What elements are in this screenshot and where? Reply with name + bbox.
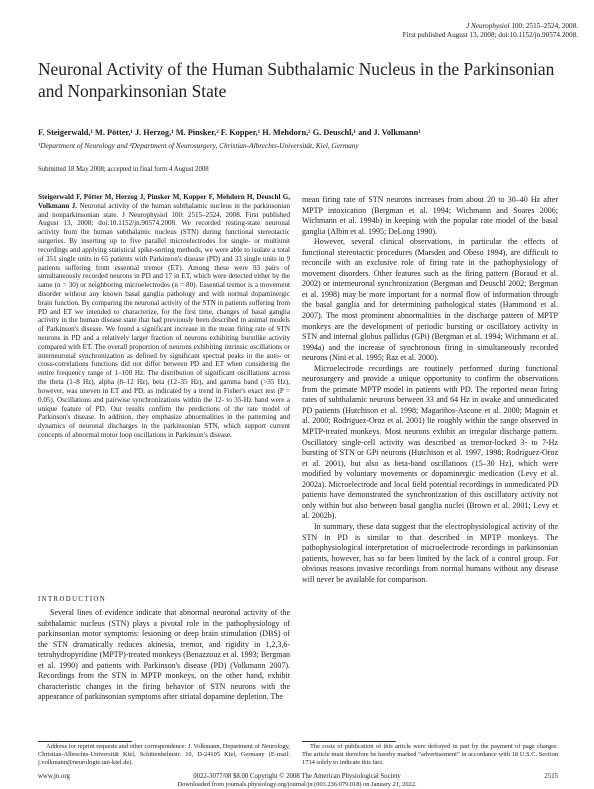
journal-url[interactable]: www.jn.org [38,773,70,780]
submission-dates: Submitted 18 May 2008; accepted in final form 4 August 2008 [38,166,209,173]
intro-paragraph: Several lines of evidence indicate that abnormal neuronal activity of the subthalamic nucleus (STN) plays a pivotal role in the pathophysiology of parkinsonian motor symptoms: lesioning or deep brain stimulation (DBS) of the STN dramatically reduces akinesia, tremor, and rigidity in 1,2,3,6-tetrahydropyridine (MPTP)-treated monkeys (Benazzouz et al. 1993; Bergman et al. 1990) and patients with Parkinson's disease (PD) (Volkmann 2007). Recordings from the STN in MPTP monkeys, on the other hand, exhibit characteristic changes in the firing behavior of STN neurons with the appearance of parkinsonian symptoms after striatal dopamine depletion. The [38,608,290,702]
article-title: Neuronal Activity of the Human Subthalamic Nucleus in the Parkinsonian and Nonparkinsonian State [38,59,555,101]
paragraph: Microelectrode recordings are routinely performed during functional neurosurgery and provide a unique opportunity to confirm the observations from the primate MPTP model in patients with PD. The reported mean firing rates of subthalamic neurons between 33 and 64 Hz in awake and unmedicated PD patients (Hutchison et al. 1998; Magariños-Ascone et al. 2000; Magnin et al. 2000; Rodriguez-Oroz et al. 2001) lie roughly within the range observed in MPTP-treated monkeys. Most neurons exhibit an irregular discharge pattern. Oscillatory single-cell activity was described as tremor-locked 3- to 7-Hz bursting of STN or GPi neurons (Hutchison et al. 1997, 1998; Rodriguez-Oroz et al. 2001), but also as beta-band oscillations (15–30 Hz), which were modified by voluntary movements or dopaminergic medication (Levy et al. 2002a). Microelectrode and local field potential recordings in unmedicated PD patients have demonstrated the synchronization of this oscillatory activity not only within but also between basal ganglia nuclei (Brown et al. 2001; Levy et al. 2002b). [302,363,558,521]
author-list: F. Steigerwald,¹ M. Pötter,¹ J. Herzog,¹ M. Pinsker,² F. Kopper,¹ H. Mehdorn,² G. Deuschl,¹ and J. Volkmann¹ [38,128,421,137]
copyright-line: 0022-3077/08 $8.00 Copyright © 2008 The American Physiological Society [193,773,401,780]
page-number: 2515 [544,773,558,780]
published-line: First published August 13, 2008; doi:10.1152/jn.90574.2008. [402,31,578,39]
journal-name: J Neurophysiol [466,22,510,30]
citation: 100: 2515–2524, 2008. [511,22,578,30]
footnote-rule [38,741,132,742]
footnote-rule [302,741,396,742]
download-note: Downloaded from journals.physiology.org/journal/jn (003.236.079.018) on January 21, 2022. [177,781,417,788]
running-header [403,22,578,40]
correspondence-footnote: Address for reprint requests and other correspondence: J. Volkmann, Department of Neurology, Christian-Albrechts-Universität Kiel, Schittenhelmstr. 10, D-24105 Kiel, Germany (E-mail: j.volkmann@neurologie.uni-kiel.de). [38,743,290,766]
right-column [302,195,558,585]
abstract-text: Neuronal activity of the human subthalamic nucleus in the parkinsonian and nonparkinsonian state. J Neurophysiol 100: 2515–2524, 2008. First published August 13, 2008; doi:10.1152/jn.90574.2008. We recorded resting-state neuronal activity from the human subthalamic nucleus (STN) during functional stereotactic surgeries. By inserting up to five parallel microelectrodes for single- or multiunit recordings and applying statistical spike-sorting methods, we were able to isolate a total of 351 single units in 65 patients with Parkinson's disease (PD) and 33 single units in 9 patients suffering from essential tremor (ET). Among these were 93 pairs of simultaneously recorded neurons in PD and 17 in ET, which were detected either by the same (n = 30) or neighboring microelectrodes (n = 80). Essential tremor is a movement disorder without any known basal ganglia pathology and with normal dopaminergic brain function. By comparing the neuronal activity of the STN in patients suffering from PD and ET we intended to characterize, for the first time, changes of basal ganglia activity in the human disease state that had previously been described in animal models of Parkinson's disease. We found a significant increase in the mean firing rate of STN neurons in PD and a relatively larger fraction of neurons exhibiting burstlike activity compared with ET. The overall proportion of neurons exhibiting intrinsic oscillations or interneuronal synchronization as defined by significant spectral peaks in the auto- or cross-correlations functions did not differ between PD and ET when considering the entire frequency range of 1–100 Hz. The distribution of significant oscillations across the theta (1–8 Hz), alpha (8–12 Hz), beta (12–35 Hz), and gamma band (>35 Hz), however, was uneven in ET and PD, as indicated by a trend in Fisher's exact test (P = 0.05). Oscillations and pairwise synchronizations within the 12- to 35-Hz band were a unique feature of PD. Our results confirm the predictions of the rate model of Parkinson's disease. In addition, they emphasize abnormalities in the patterning and dynamics of neuronal discharges in the parkinsonian STN, which support current concepts of abnormal motor loop oscillations in Parkinson's disease. [38,201,290,439]
paragraph: However, several clinical observations, in particular the effects of functional stereotactic procedures (Marsden and Obeso 1994), are difficult to reconcile with an exclusive role of firing rate in the pathophysiology of movement disorders. Other features such as the firing pattern (Boraud et al. 2002) or interneuronal synchronization (Bergman and Deuschl 2002; Bergman et al. 1998) may be more important for a normal flow of information through the basal ganglia and for determining pathological states (Hammond et al. 2007). The most prominent abnormalities in the discharge pattern of MPTP monkeys are the development of periodic bursting or oscillatory activity in STN and internal globus pallidus (GPi) (Bergman et al. 1994; Wichmann et al. 1994a) and the increase of synchronous firing in simultaneously recorded neurons (Nini et al. 1995; Raz et al. 2000). [302,237,558,363]
paragraph: In summary, these data suggest that the electrophysiological activity of the STN in PD is similar to that described in MPTP monkeys. The pathophysiological interpretation of microelectrode recordings in parkinsonian patients, however, has so far been limited by the lack of a control group. For obvious reasons invasive recordings from normal humans without any disease will never be available for comparison. [302,521,558,584]
abstract [38,193,290,440]
abstract-citation-lead: Steigerwald F, Pötter M, Herzog J, Pinsker M, Kopper F, Mehdorn H, Deuschl G, Volkmann J. [38,193,290,210]
costs-footnote: The costs of publication of this article were defrayed in part by the payment of page charges. The article must therefore be hereby marked “advertisement” in accordance with 18 U.S.C. Section 1734 solely to indicate this fact. [302,743,558,766]
affiliations: ¹Department of Neurology and ²Department of Neurosurgery, Christian-Albrechts-Universität, Kiel, Germany [38,141,359,150]
paragraph: mean firing rate of STN neurons increases from about 20 to 30–40 Hz after MPTP intoxication (Bergman et al. 1994; Wichmann and Soares 2006; Wichmann et al. 1994b) in keeping with the popular rate model of the basal ganglia (Albin et al. 1995; DeLong 1990). [302,195,558,236]
section-heading: INTRODUCTION [38,596,107,603]
